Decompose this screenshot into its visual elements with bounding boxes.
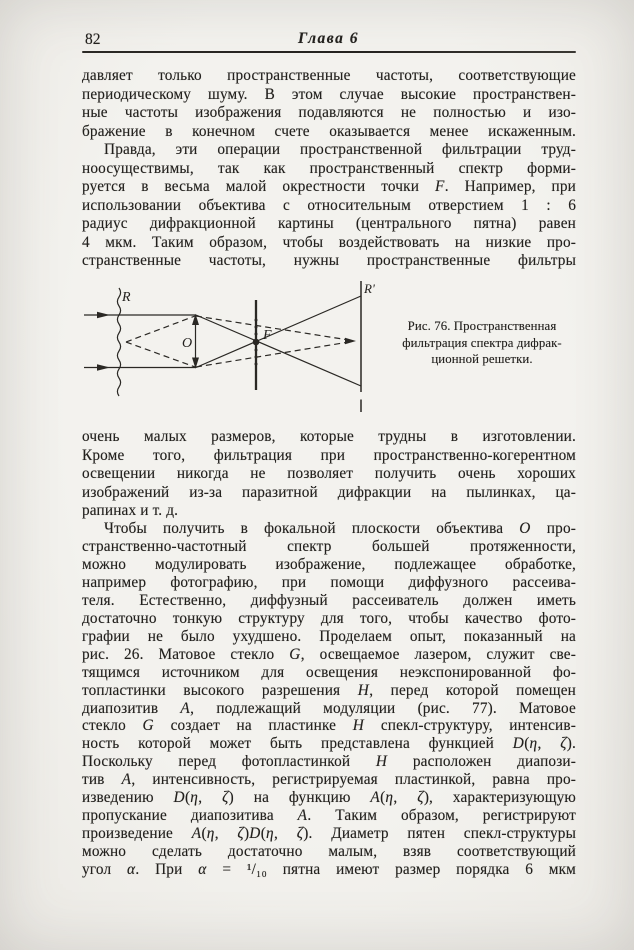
text-line: можно сделать достаточно малым, взяв соответствующий [82,843,576,861]
text-line: угол α. При α = ¹/₁₀ пятна имеют размер порядка 6 мкм [82,861,576,879]
text-line: освещении никогда не позволяет получить очень хороших [82,465,576,483]
label-grating: R [122,290,131,305]
text-line: ноосуществимы, так как пространственный спектр форми- [82,159,576,177]
text-line: диапозитив A, подлежащий модуляции (рис. 77). Матовое [82,699,576,717]
text-line: Чтобы получить в фокальной плоскости объектива O про- [104,520,576,537]
text-block-top [82,67,576,271]
text-line: странственно-частотный спектр большей протяженности, [82,537,576,555]
ray-arrowhead-top [97,312,110,319]
figure-caption [378,318,586,368]
label-lens: O [182,336,193,351]
text-line: периодическому шуму. В этом случае высокие пространствен- [82,85,576,103]
paragraph [82,67,576,141]
text-line: бражение в конечном счете оказывается менее искаженным. [82,122,576,140]
text-line: изведению D(η, ζ) на функцию A(η, ζ), характеризующую [82,789,576,807]
focal-point-dot [253,339,260,346]
paragraph [82,141,576,271]
text-line: тящимся источником для освещения неэкспонированной фо- [82,663,576,681]
text-line: пропускание диапозитива A. Таким образом, регистрируют [82,807,576,825]
text-line: Поскольку перед фотопластинкой H расположен диапози- [82,753,576,771]
text-line: топластинки высокого разрешения H, перед которой помещен [82,681,576,699]
paragraph [82,520,576,879]
text-line: стекло G создает на пластинке H спекл-структуру, интенсив- [82,717,576,735]
text-line: рапинах и т. д. [82,502,179,520]
dashed-arrowhead [345,338,356,344]
text-line: использовании объектива с относительным отверстием 1 : 6 [82,196,576,214]
text-line: например фотографию, при помощи диффузного рассеива- [82,573,576,591]
text-line: графии не было ухудшено. Проделаем опыт, показанный на [82,627,576,645]
chapter-header: Глава 6 [298,30,359,47]
text-block-middle [82,428,576,521]
incoming-rays [84,315,196,368]
text-line: давляет только пространственные частоты, соответствующие [82,67,576,84]
text-line: Правда, эти операции пространственной фильтрации труд- [104,141,576,159]
ray-arrowhead-bottom [97,364,110,371]
text-line: рис. 26. Матовое стекло G, освещаемое лазером, служит све- [82,645,576,663]
caption-line: фильтрация спектра дифрак- [402,335,562,350]
text-line: странственные частоты, нужны пространственные фильтры [82,252,576,270]
text-block-bottom [82,520,576,879]
text-line: радиус дифракционной картины (центрального пятна) равен [82,215,576,233]
text-line: произведение A(η, ζ)D(η, ζ). Диаметр пятен спекл-структуры [82,825,576,843]
text-line: руется в весьма малой окрестности точки F. Например, при [82,178,577,196]
dashed-rays [126,316,352,367]
text-line: ные частоты изображения подавляются не полностью и изо- [82,104,576,122]
paragraph [82,428,576,521]
caption-line: ционной решетки. [431,352,533,367]
focused-ray-up [196,296,361,368]
text-line: изображений из-за паразитной дифракции на пылинках, ца- [82,483,576,501]
text-line: тив A, интенсивность, регистрируемая пластинкой, равна про- [82,771,576,789]
text-line: Кроме того, фильтрация при пространственно-когерентном [82,446,576,464]
grating-wavy-line [117,288,120,396]
text-line: теля. Естественно, диффузный рассеиватель должен иметь [82,591,576,609]
text-line: очень малых размеров, которые трудны в изготовлении. [82,428,576,445]
label-image-plane: R' [364,281,375,296]
text-line: 4 мкм. Таким образом, чтобы воздействовать на низкие про- [82,233,576,251]
figure-76-diagram [78,278,378,420]
focused-ray-down [196,315,361,386]
label-focus: F [263,328,272,343]
text-line: ность которой может быть представлена функцией D(η, ζ). [82,735,577,753]
text-line: достаточно тонкую структуру для того, чтобы качество фото- [82,609,576,627]
page-number: 82 [85,31,101,48]
header-rule [82,51,576,53]
text-line: можно модулировать изображение, подлежащее обработке, [82,555,576,573]
caption-line: Рис. 76. Пространственная [407,319,557,333]
